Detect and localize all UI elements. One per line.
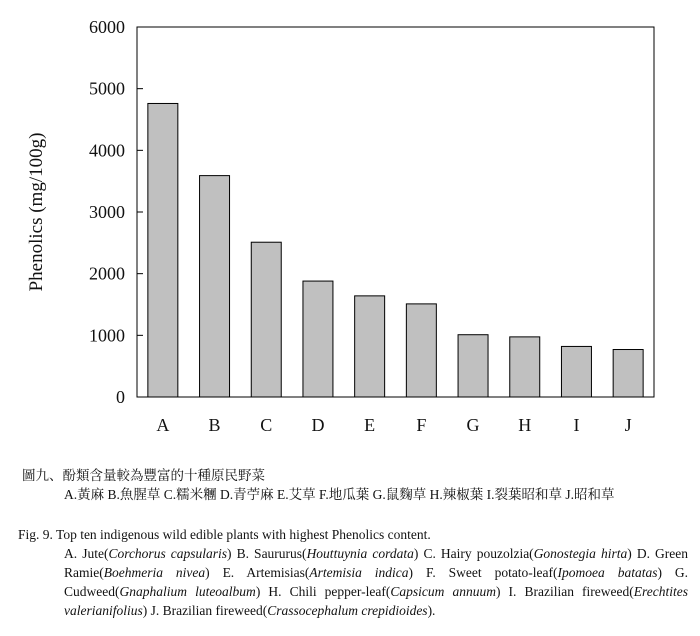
x-tick-label: A: [156, 415, 170, 435]
x-tick-label: D: [311, 415, 325, 435]
y-tick-label: 2000: [89, 263, 125, 284]
caption-entry: F. Sweet potato-leaf(Ipomoea batatas): [425, 565, 675, 580]
y-tick-label: 3000: [89, 202, 125, 222]
bar-H: [510, 337, 540, 397]
x-tick-label: H: [518, 415, 532, 435]
caption-entry: B. Saururus(Houttuynia cordata): [236, 546, 424, 561]
caption-entry: D. Green Ramie(Boehmeria nivea): [64, 546, 689, 580]
y-axis-label: Phenolics (mg/100g): [26, 132, 47, 292]
caption-entry: H. Chili pepper-leaf(Capsicum annuum): [268, 584, 509, 599]
latin-name: Gonostegia hirta: [533, 546, 628, 561]
bar-A: [148, 103, 178, 397]
caption-entry: G. Cudweed(Gnaphalium luteoalbum): [64, 565, 689, 599]
caption-en-entries: [0, 544, 700, 620]
caption-entry: A. Jute(Corchorus capsularis): [64, 546, 237, 561]
bar-B: [200, 176, 230, 397]
y-tick-label: 4000: [89, 140, 125, 161]
bar-G: [458, 335, 488, 397]
bar-J: [613, 350, 643, 397]
caption-entry: J. Brazilian fireweed(Crassocephalum crepidioides).: [150, 603, 436, 618]
caption-entry: I. Brazilian fireweed(Erechtites valerianifolius): [64, 584, 689, 618]
x-tick-label: J: [624, 415, 632, 435]
y-tick-label: 6000: [89, 17, 125, 37]
latin-name: Capsicum annuum: [390, 584, 496, 599]
latin-name: Artemisia indica: [309, 565, 409, 580]
latin-name: Corchorus capsularis: [108, 546, 228, 561]
bar-F: [406, 304, 436, 397]
bar-E: [355, 296, 385, 397]
caption-entry: C. Hairy pouzolzia(Gonostegia hirta): [423, 546, 637, 561]
x-tick-label: E: [364, 415, 376, 435]
latin-name: Boehmeria nivea: [103, 565, 206, 580]
bar-D: [303, 281, 333, 397]
y-tick-label: 0: [116, 387, 125, 407]
bar-C: [251, 242, 281, 397]
caption-english: [0, 525, 700, 620]
latin-name: Crassocephalum crepidioides: [267, 603, 428, 618]
caption-entry: E. Artemisias(Artemisia indica): [222, 565, 426, 580]
latin-name: Erechtites valerianifolius: [64, 584, 689, 618]
x-tick-label: F: [416, 415, 427, 435]
latin-name: Ipomoea batatas: [557, 565, 658, 580]
caption-chinese: [0, 466, 700, 504]
y-axis-ticks: [89, 17, 143, 407]
x-tick-label: G: [466, 415, 480, 435]
latin-name: Houttuynia cordata: [306, 546, 414, 561]
latin-name: Gnaphalium luteoalbum: [119, 584, 256, 599]
x-tick-label: I: [573, 415, 580, 435]
x-tick-label: C: [260, 415, 273, 435]
caption-en-title: Fig. 9. Top ten indigenous wild edible plants with highest Phenolics content.: [18, 527, 431, 542]
caption-zh-items: A.黃麻 B.魚腥草 C.糯米糰 D.青苧麻 E.艾草 F.地瓜葉 G.鼠麴草 H.辣椒葉 I.裂葉昭和草 J.昭和草: [64, 487, 615, 502]
y-tick-label: 5000: [89, 78, 125, 99]
bars-group: [148, 103, 643, 397]
y-tick-label: 1000: [89, 325, 125, 346]
caption-zh-title: 圖九、酚類含量較為豐富的十種原民野菜: [22, 468, 265, 483]
x-axis-ticks: [156, 415, 631, 435]
bar-I: [561, 346, 591, 397]
x-tick-label: B: [208, 415, 221, 435]
